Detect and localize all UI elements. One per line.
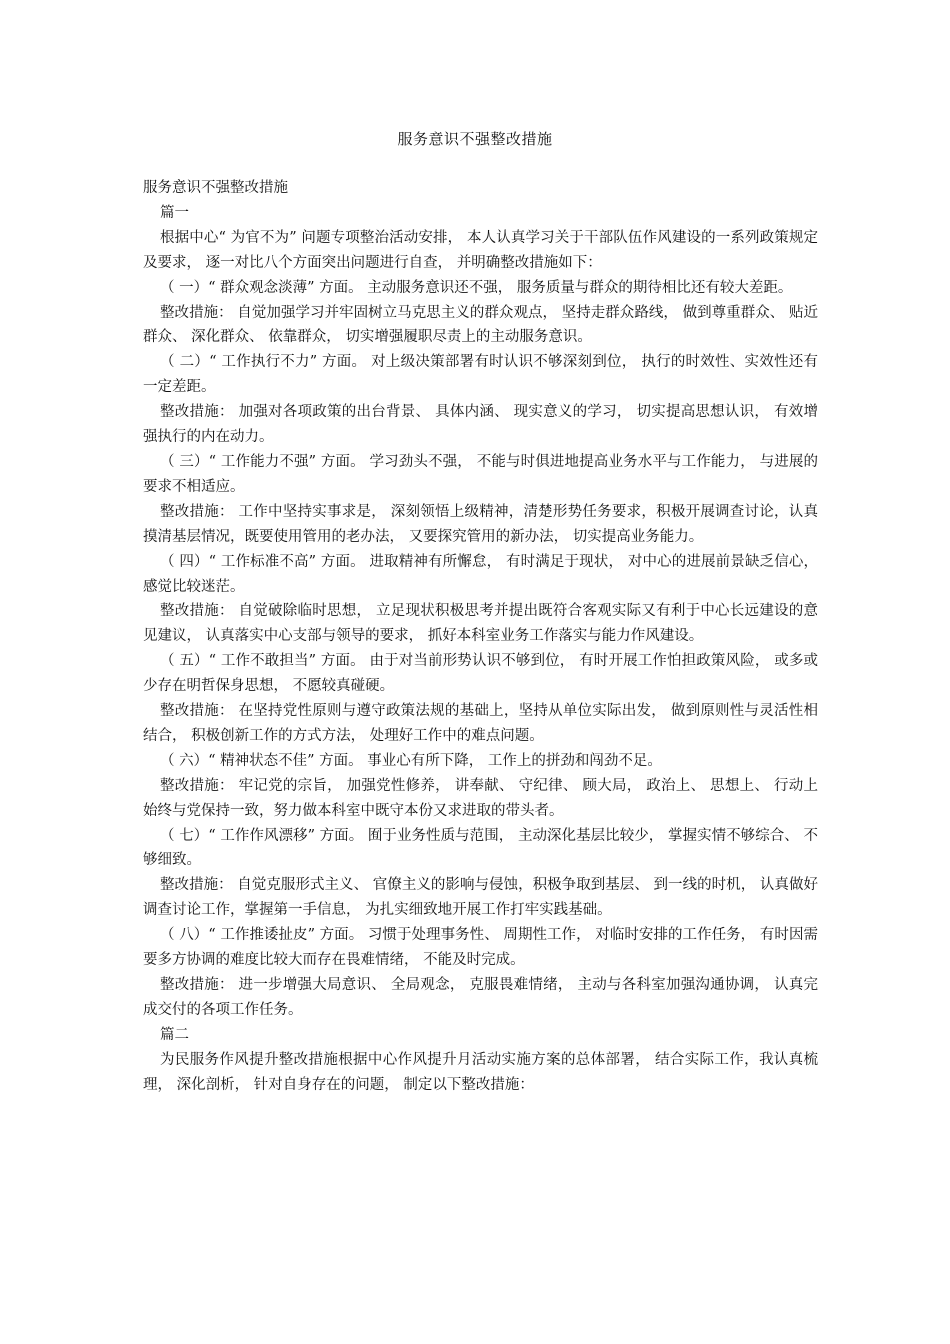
issue-3-paragraph: （ 三）“ 工作能力不强” 方面。 学习劲头不强， 不能与时俱进地提高业务水平与工作能力， 与进展的要求不相适应。 [143,453,818,495]
part-2-intro-paragraph: 为民服务作风提升整改措施根据中心作风提升月活动实施方案的总体部署， 结合实际工作，我认真梳理， 深化剖析， 针对自身存在的问题， 制定以下整改措施： [143,1051,818,1093]
section-heading-part-1: 篇一 [160,204,189,221]
issue-6-paragraph: （ 六）“ 精神状态不佳” 方面。 事业心有所下降， 工作上的拼劲和闯劲不足。 [160,752,662,769]
measure-3-paragraph: 整改措施： 工作中坚持实事求是， 深刻领悟上级精神，清楚形势任务要求，积极开展调查讨论，认真摸清基层情况，既要使用管用的老办法， 又要探究管用的新办法， 切实提高业务能力。 [143,503,818,545]
issue-4-paragraph: （ 四）“ 工作标准不高” 方面。 进取精神有所懈怠， 有时满足于现状， 对中心的进展前景缺乏信心， 感觉比较迷茫。 [143,553,818,595]
document-title: 服务意识不强整改措施 [397,130,553,148]
document-subtitle: 服务意识不强整改措施 [143,180,288,196]
measure-5-paragraph: 整改措施： 在坚持党性原则与遵守政策法规的基础上，坚持从单位实际出发， 做到原则性与灵活性相结合， 积极创新工作的方式方法， 处理好工作中的难点问题。 [143,703,818,744]
issue-1-paragraph: （ 一）“ 群众观念淡薄” 方面。 主动服务意识还不强， 服务质量与群众的期待相比还有较大差距。 [160,279,793,296]
document-body [143,176,818,1098]
measure-6-paragraph: 整改措施： 牢记党的宗旨， 加强党性修养， 讲奉献、 守纪律、 顾大局， 政治上、 思想上、 行动上始终与党保持一致，努力做本科室中既守本份又求进取的带头者。 [143,777,818,819]
measure-8-paragraph: 整改措施： 进一步增强大局意识、 全局观念， 克服畏难情绪， 主动与各科室加强沟通协调， 认真完成交付的各项工作任务。 [143,977,818,1018]
issue-8-paragraph: （ 八）“ 工作推诿扯皮” 方面。 习惯于处理事务性、 周期性工作， 对临时安排的工作任务， 有时因需要多方协调的难度比较大而存在畏难情绪， 不能及时完成。 [143,927,818,969]
measure-1-paragraph: 整改措施： 自觉加强学习并牢固树立马克思主义的群众观点， 坚持走群众路线， 做到尊重群众、 贴近群众、 深化群众、 依靠群众， 切实增强履职尽责上的主动服务意识。 [143,304,818,346]
issue-7-paragraph: （ 七）“ 工作作风漂移” 方面。 囿于业务性质与范围， 主动深化基层比较少， 掌握实情不够综合、 不够细致。 [143,827,818,869]
issue-2-paragraph: （ 二）“ 工作执行不力” 方面。 对上级决策部署有时认识不够深刻到位， 执行的时效性、实效性还有一定差距。 [143,354,818,396]
section-heading-part-2: 篇二 [160,1026,189,1043]
measure-2-paragraph: 整改措施： 加强对各项政策的出台背景、 具体内涵、 现实意义的学习， 切实提高思想认识， 有效增强执行的内在动力。 [143,404,818,446]
measure-7-paragraph: 整改措施： 自觉克服形式主义、 官僚主义的影响与侵蚀，积极争取到基层、 到一线的时机， 认真做好调查讨论工作，掌握第一手信息， 为扎实细致地开展工作打牢实践基础。 [143,877,818,919]
measure-4-paragraph: 整改措施： 自觉破除临时思想， 立足现状积极思考并提出既符合客观实际又有利于中心长远建设的意见建议， 认真落实中心支部与领导的要求， 抓好本科室业务工作落实与能力作风建设。 [143,603,818,645]
intro-paragraph: 根据中心“ 为官不为” 问题专项整治活动安排， 本人认真学习关于干部队伍作风建设的一系列政策规定及要求， 逐一对比八个方面突出问题进行自查， 并明确整改措施如下： [143,229,818,271]
issue-5-paragraph: （ 五）“ 工作不敢担当” 方面。 由于对当前形势认识不够到位， 有时开展工作怕担政策风险， 或多或少存在明哲保身思想， 不愿较真碰硬。 [143,653,818,695]
